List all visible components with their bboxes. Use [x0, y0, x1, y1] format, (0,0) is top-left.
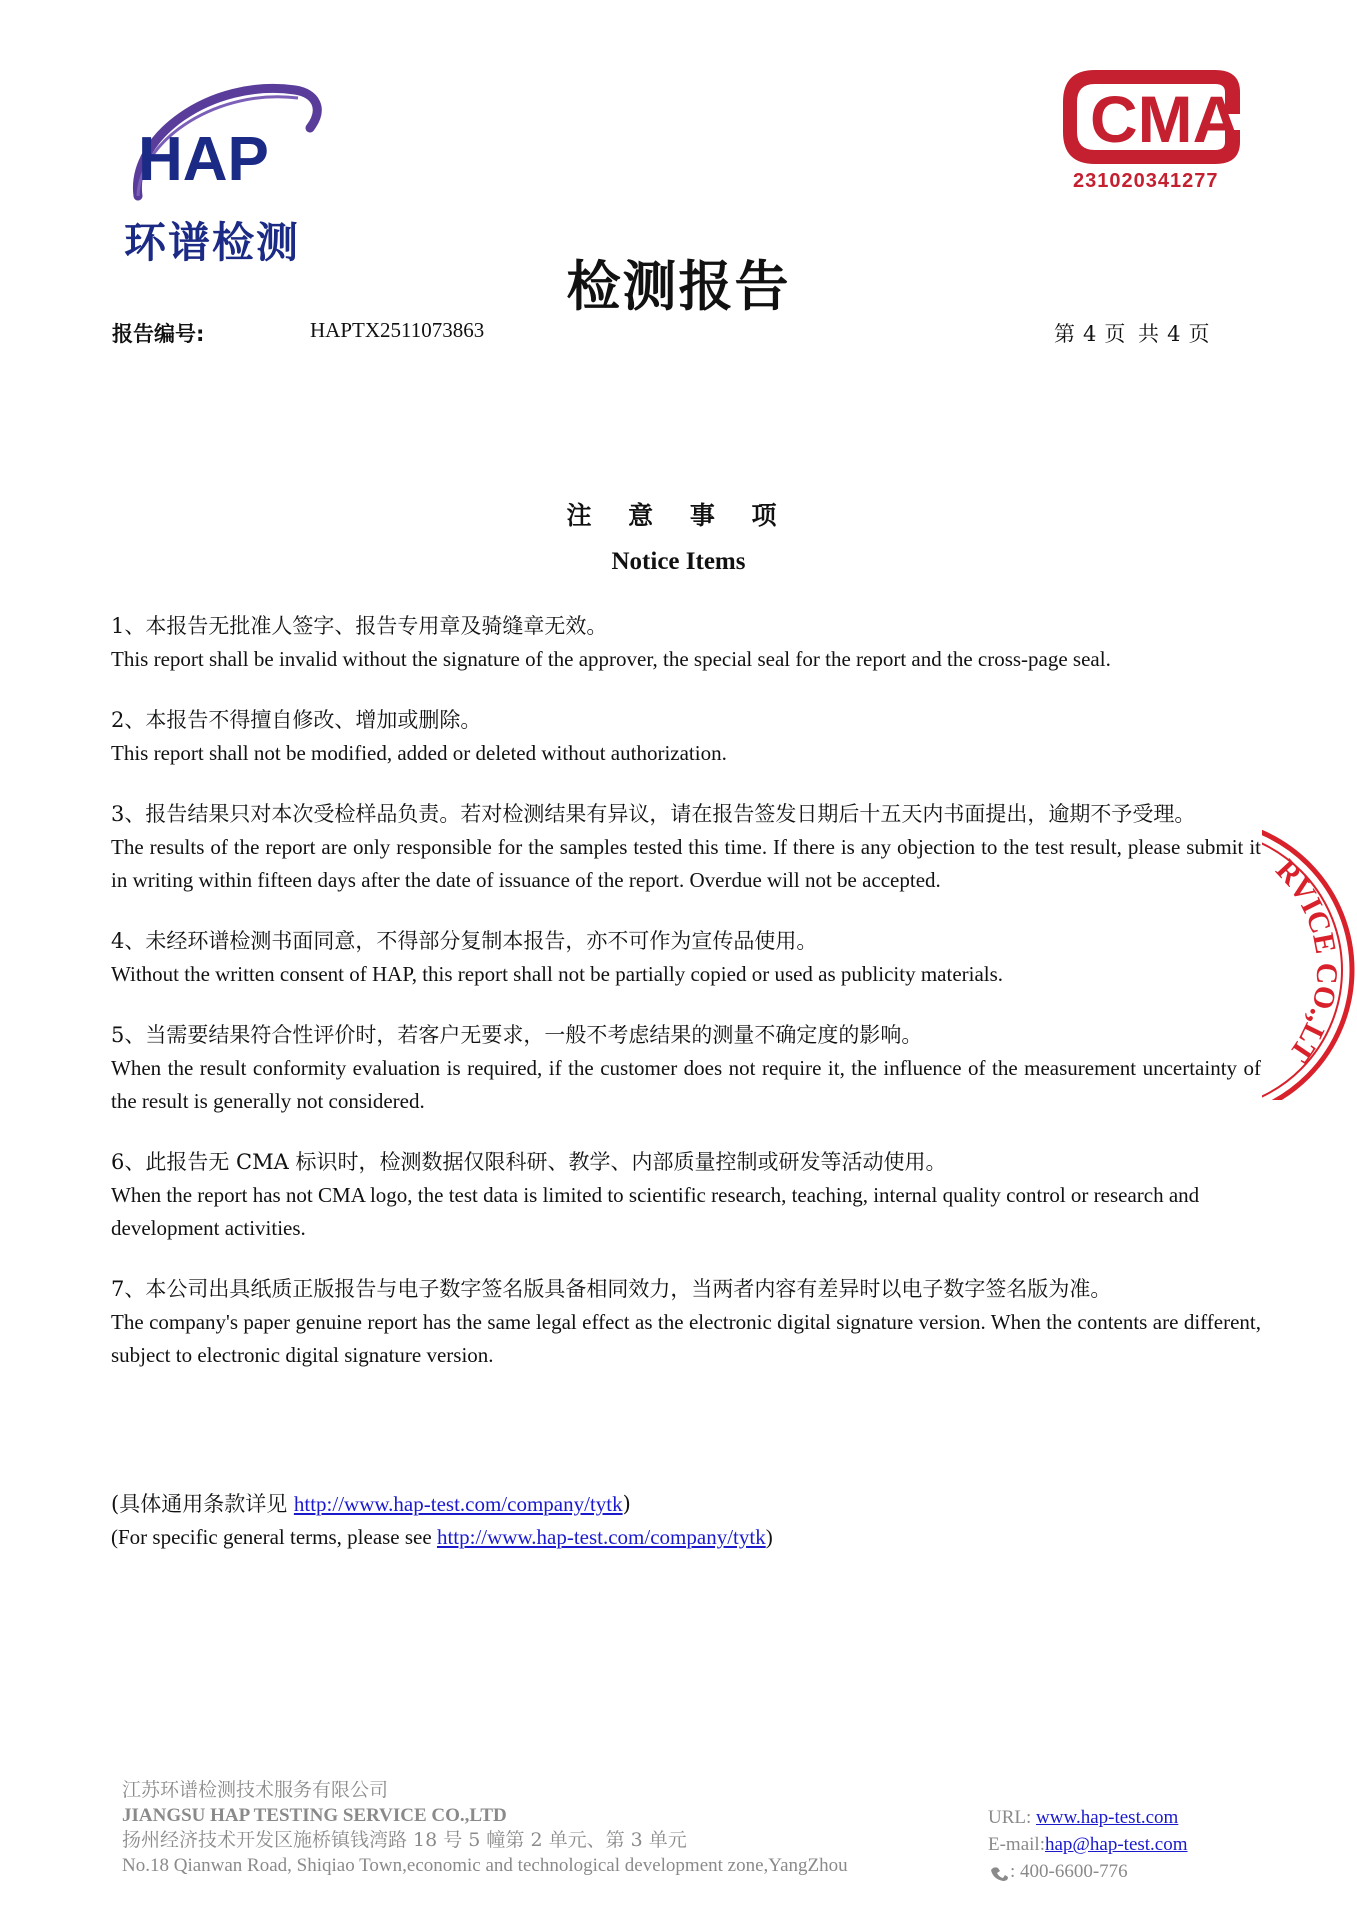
footer-company-en: JIANGSU HAP TESTING SERVICE CO.,LTD: [122, 1805, 507, 1826]
notice-item-en: The results of the report are only responsible for the samples tested this time. If there is any objection to the test result, please submit it in writing within fifteen days after the date of issuance of the report. Overdue will not be accepted.: [111, 835, 1261, 892]
notice-item-cn: 3、报告结果只对本次受检样品负责。若对检测结果有异议，请在报告签发日期后十五天内书面提出，逾期不予受理。: [111, 802, 1196, 826]
footer-contact: [988, 1804, 1188, 1885]
company-seal: [1262, 820, 1357, 1100]
notice-item-cn: 4、未经环谱检测书面同意，不得部分复制本报告，亦不可作为宣传品使用。: [111, 929, 818, 953]
general-terms-cn: [111, 1488, 773, 1521]
notice-item-cn: 2、本报告不得擅自修改、增加或删除。: [111, 708, 482, 732]
email-label: E-mail:: [988, 1834, 1045, 1855]
footer-company-cn: 江苏环谱检测技术服务有限公司: [122, 1779, 389, 1801]
page-suffix: 页: [1188, 322, 1210, 346]
hap-logo-cn: 环谱检测: [124, 218, 301, 267]
notice-item-7: [111, 1273, 1261, 1372]
general-terms-suffix: ): [622, 1492, 631, 1516]
phone-number: 400-6600-776: [1020, 1861, 1128, 1882]
notice-item-6: [111, 1146, 1261, 1245]
notice-item-en: This report shall be invalid without the signature of the approver, the special seal for the report and the cross-page seal.: [111, 647, 1111, 671]
page-prefix: 第: [1054, 322, 1075, 346]
notice-item-cn: 6、此报告无 CMA 标识时，检测数据仅限科研、教学、内部质量控制或研发等活动使用。: [111, 1150, 947, 1174]
general-terms-cn-prefix: (具体通用条款详见: [111, 1492, 294, 1516]
cma-number: 231020341277: [1073, 170, 1219, 192]
general-terms-suffix: ): [765, 1525, 773, 1549]
footer-company: [122, 1778, 848, 1878]
notice-title-en: Notice Items: [611, 548, 746, 575]
general-terms-en-prefix: (For specific general terms, please see: [111, 1525, 437, 1549]
general-terms: [111, 1488, 773, 1554]
notice-item-2: [111, 704, 1261, 770]
svg-text:CMA: CMA: [1090, 82, 1241, 156]
seal-graphic: [1262, 820, 1357, 1100]
general-terms-en: [111, 1521, 773, 1554]
cma-logo: [1055, 62, 1245, 202]
page-total: 4: [1167, 322, 1181, 346]
notice-item-3: [111, 798, 1261, 897]
svg-text:HAP: HAP: [138, 125, 269, 194]
notice-item-en: The company's paper genuine report has the same legal effect as the electronic digital signature version. When the contents are different, subject to electronic digital signature version.: [111, 1310, 1261, 1367]
notice-item-en: This report shall not be modified, added or deleted without authorization.: [111, 741, 727, 765]
page-info: [1050, 318, 1213, 348]
notice-item-cn: 5、当需要结果符合性评价时，若客户无要求，一般不考虑结果的测量不确定度的影响。: [111, 1023, 923, 1047]
notice-item-cn: 1、本报告无批准人签字、报告专用章及骑缝章无效。: [111, 614, 608, 638]
footer-phone-row: [988, 1858, 1188, 1885]
page-mid: 页 共: [1104, 322, 1160, 346]
url-link[interactable]: www.hap-test.com: [1036, 1807, 1179, 1828]
page-current: 4: [1083, 322, 1097, 346]
footer-email-row: [988, 1831, 1188, 1858]
svg-text:RVICE CO.,LT: RVICE CO.,LT: [1269, 853, 1344, 1069]
cma-logo-graphic: [1055, 62, 1245, 172]
notice-item-en: When the report has not CMA logo, the test data is limited to scientific research, teaching, internal quality control or research and development activities.: [111, 1183, 1200, 1240]
url-label: URL:: [988, 1807, 1032, 1828]
notice-title-cn: 注 意 事 项: [566, 501, 791, 530]
report-number: HAPTX2511073863: [310, 318, 485, 342]
phone-sep: :: [1010, 1861, 1016, 1882]
footer-url-row: [988, 1804, 1188, 1831]
notice-item-en: When the result conformity evaluation is required, if the customer does not require it, the influence of the measurement uncertainty of the result is generally not considered.: [111, 1056, 1261, 1113]
notice-item-1: [111, 610, 1261, 676]
report-title: 检测报告: [566, 254, 791, 318]
footer-address-en: No.18 Qianwan Road, Shiqiao Town,economic and technological development zone,YangZhou: [122, 1855, 848, 1876]
notice-item-5: [111, 1019, 1261, 1118]
hap-logo-graphic: [120, 68, 330, 218]
report-number-label: 报告编号:: [112, 322, 205, 346]
notice-item-4: [111, 925, 1261, 991]
hap-logo: [120, 68, 330, 268]
notice-item-en: Without the written consent of HAP, this report shall not be partially copied or used as publicity materials.: [111, 962, 1004, 986]
email-link[interactable]: hap@hap-test.com: [1044, 1834, 1188, 1855]
general-terms-link-cn[interactable]: http://www.hap-test.com/company/tytk: [293, 1492, 623, 1516]
notice-item-cn: 7、本公司出具纸质正版报告与电子数字签名版具备相同效力，当两者内容有差异时以电子数字签名版为准。: [111, 1277, 1112, 1301]
footer-address-cn: 扬州经济技术开发区施桥镇钱湾路 18 号 5 幢第 2 单元、第 3 单元: [122, 1829, 687, 1851]
phone-icon: [988, 1864, 1010, 1882]
general-terms-link-en[interactable]: http://www.hap-test.com/company/tytk: [436, 1525, 766, 1549]
notice-items: [111, 610, 1261, 1400]
